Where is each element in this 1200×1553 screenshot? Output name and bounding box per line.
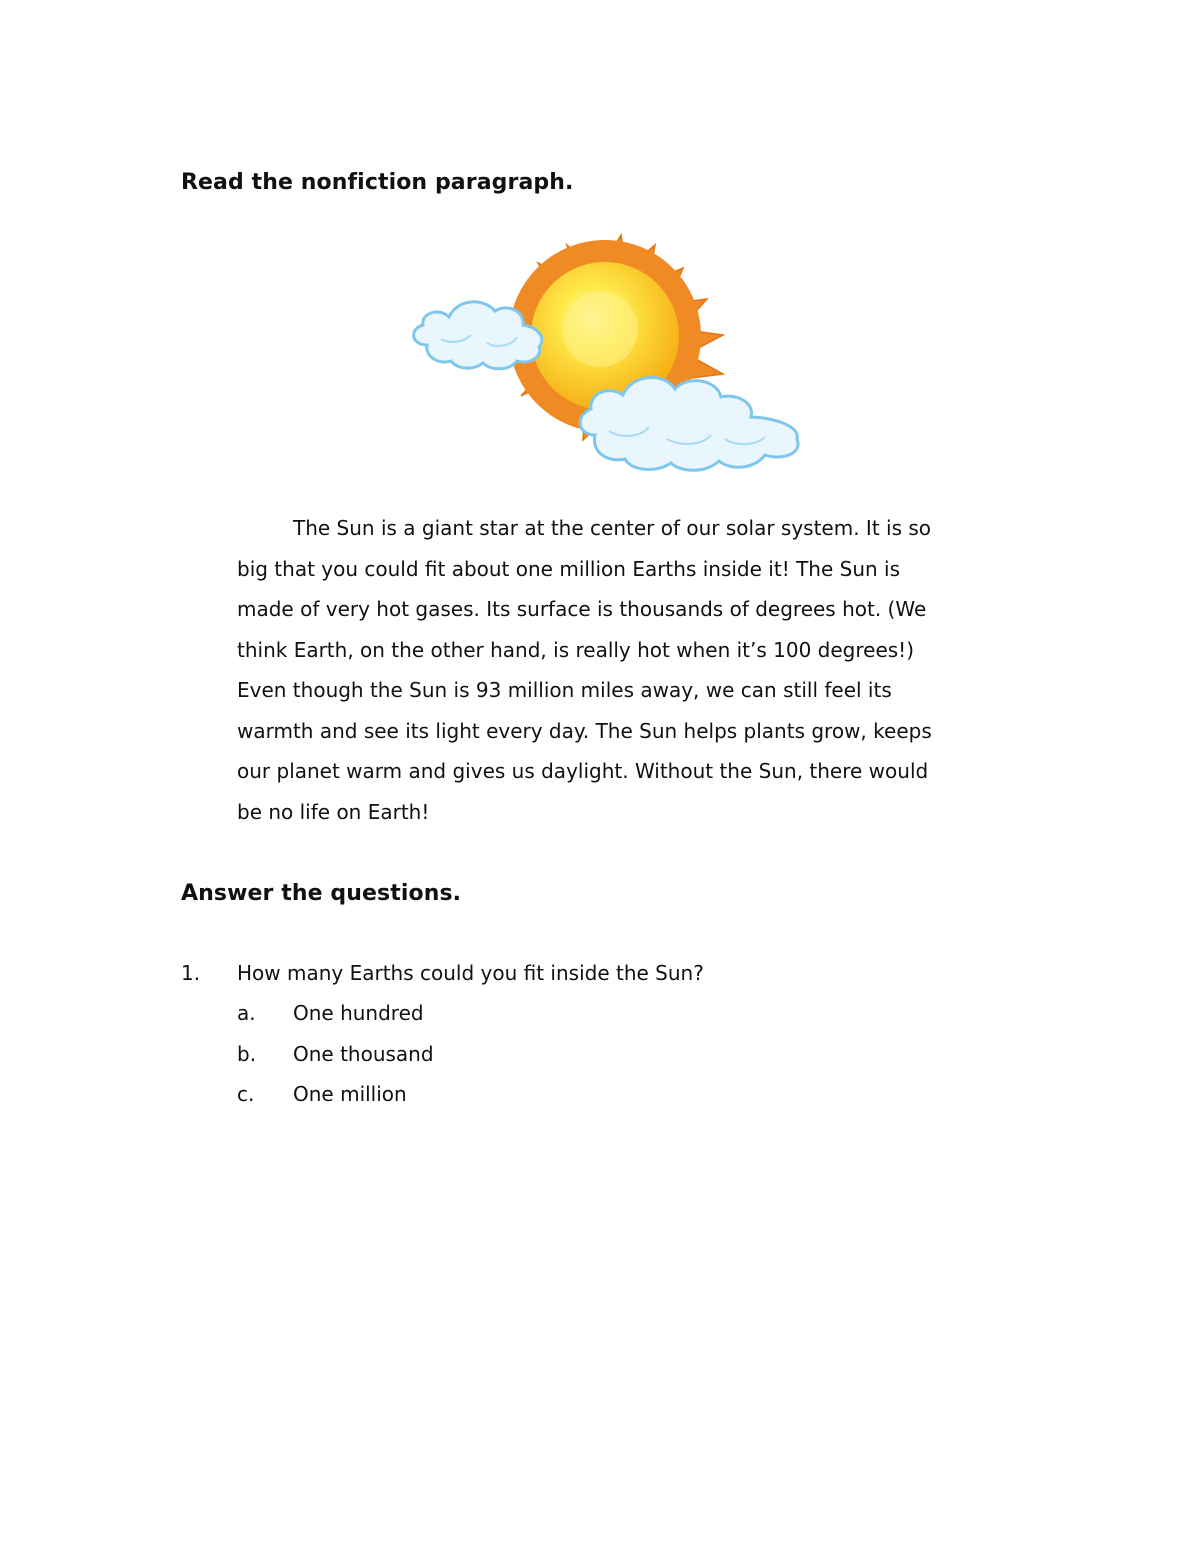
question-row [181, 953, 981, 993]
question-text: How many Earths could you fit inside the Sun? [237, 961, 704, 985]
answer-option[interactable] [237, 1034, 981, 1075]
answer-option[interactable] [237, 993, 981, 1034]
option-letter: c. [237, 1082, 255, 1107]
sun-clouds-illustration [405, 233, 805, 483]
question-number: 1. [181, 961, 201, 985]
answer-options [237, 993, 981, 1115]
option-text: One hundred [293, 1001, 424, 1026]
option-letter: a. [237, 1001, 256, 1026]
large-cloud-icon [580, 378, 798, 471]
answer-option[interactable] [237, 1074, 981, 1115]
option-text: One million [293, 1082, 407, 1107]
question-item [181, 953, 981, 1115]
option-text: One thousand [293, 1041, 434, 1066]
section-heading-read: Read the nonfiction paragraph. [181, 170, 574, 195]
option-letter: b. [237, 1041, 257, 1066]
section-heading-answer: Answer the questions. [181, 881, 462, 906]
nonfiction-paragraph: The Sun is a giant star at the center of our solar system. It is so big that you could fit about one million Earths inside it! The Sun is made of very hot gases. Its surface is thousands of degrees hot. (We think Earth, on the other hand, is really hot when it’s 100 degrees!) Even though the Sun is 93 million miles away, we can still feel its warmth and see its light every day. The Sun helps plants grow, keeps our planet warm and gives us daylight. Without the Sun, there would be no life on Earth! [237, 516, 932, 824]
